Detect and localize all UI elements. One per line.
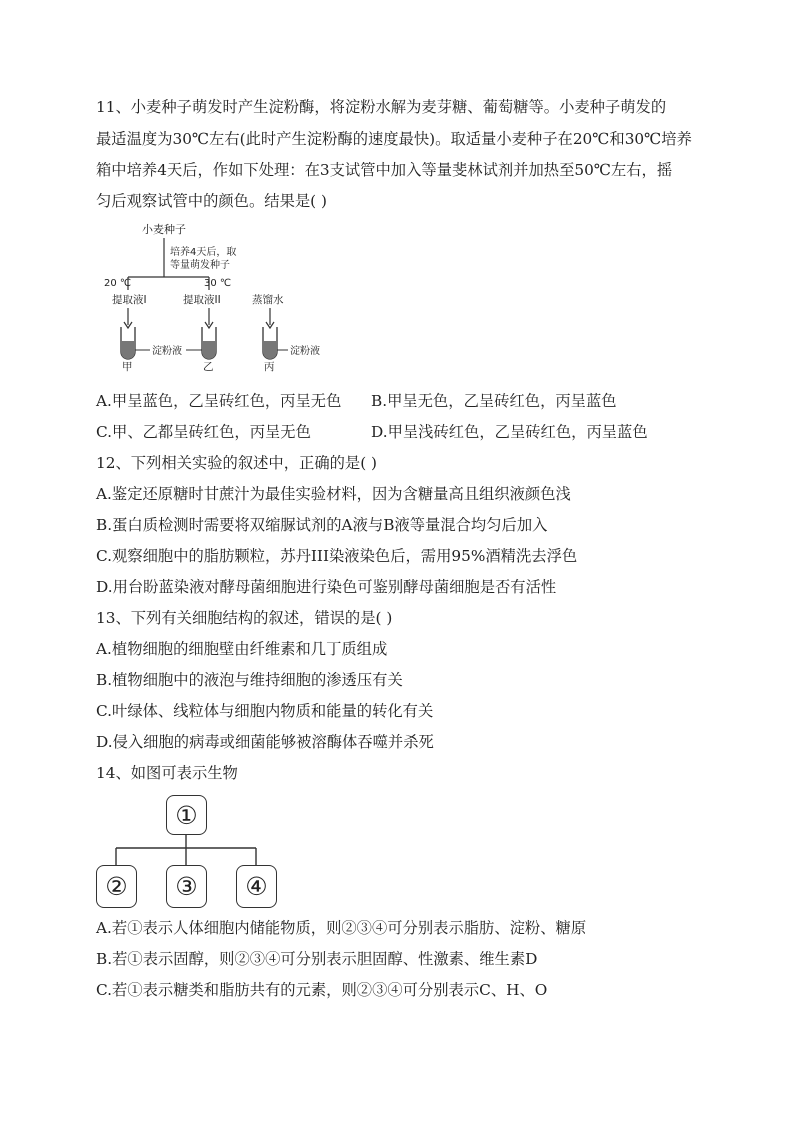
tube-c-label: 丙 [264,361,275,372]
q12-option-a: A.鉴定还原糖时甘蔗汁为最佳实验材料，因为含糖量高且组织液颜色浅 [96,485,571,503]
q11-option-b: B.甲呈无色，乙呈砖红色，丙呈蓝色 [371,392,617,410]
q11-option-a: A.甲呈蓝色，乙呈砖红色，丙呈无色 [96,392,342,410]
box-1: ① [166,795,207,835]
hierarchy-connector-lines [96,830,286,870]
seed-label: 小麦种子 [142,223,186,236]
q14-option-a: A.若①表示人体细胞内储能物质，则②③④可分别表示脂肪、淀粉、糖原 [96,919,587,937]
temp-30-label: 30 ℃ [204,278,232,289]
q13-stem: 13、下列有关细胞结构的叙述，错误的是( ) [96,609,393,627]
q11-stem-line-1: 11、小麦种子萌发时产生淀粉酶，将淀粉水解为麦芽糖、葡萄糖等。小麦种子萌发的 [96,98,667,116]
experiment-diagram [100,222,340,372]
box-3: ③ [166,865,207,908]
q13-option-c: C.叶绿体、线粒体与细胞内物质和能量的转化有关 [96,702,434,720]
tube-a-label: 甲 [122,361,133,372]
q12-option-c: C.观察细胞中的脂肪颗粒，苏丹III染液染色后，需用95%酒精洗去浮色 [96,547,578,565]
q14-stem: 14、如图可表示生物 [96,764,238,782]
q11-stem-line-2: 最适温度为30℃左右(此时产生淀粉酶的速度最快)。取适量小麦种子在20℃和30℃培养 [96,130,692,148]
q14-option-b: B.若①表示固醇，则②③④可分别表示胆固醇、性激素、维生素D [96,950,538,968]
q11-option-d: D.甲呈浅砖红色，乙呈砖红色，丙呈蓝色 [371,423,648,441]
extract-1-label: 提取液I [112,294,147,306]
step-label-2: 等量萌发种子 [170,260,230,271]
q11-option-c: C.甲、乙都呈砖红色，丙呈无色 [96,423,311,441]
q12-option-b: B.蛋白质检测时需要将双缩脲试剂的A液与B液等量混合均匀后加入 [96,516,548,534]
extract-2-label: 提取液II [183,294,221,306]
q11-stem-line-3: 箱中培养4天后，作如下处理：在3支试管中加入等量斐林试剂并加热至50℃左右，摇 [96,161,673,179]
q14-option-c: C.若①表示糖类和脂肪共有的元素，则②③④可分别表示C、H、O [96,981,548,999]
q11-stem-line-4: 匀后观察试管中的颜色。结果是( ) [96,192,327,210]
q13-option-b: B.植物细胞中的液泡与维持细胞的渗透压有关 [96,671,403,689]
q12-option-d: D.用台盼蓝染液对酵母菌细胞进行染色可鉴别酵母菌细胞是否有活性 [96,578,557,596]
q13-option-a: A.植物细胞的细胞壁由纤维素和几丁质组成 [96,640,388,658]
starch-label-b: 淀粉液 [290,346,320,357]
q13-option-d: D.侵入细胞的病毒或细菌能够被溶酶体吞噬并杀死 [96,733,434,751]
tube-b-label: 乙 [203,361,214,372]
box-2: ② [96,865,137,908]
water-label: 蒸馏水 [252,294,284,306]
step-label-1: 培养4天后，取 [170,247,237,258]
temp-20-label: 20 ℃ [104,278,132,289]
box-4: ④ [236,865,277,908]
q12-stem: 12、下列相关实验的叙述中，正确的是( ) [96,454,378,472]
starch-label-a: 淀粉液 [152,346,182,357]
